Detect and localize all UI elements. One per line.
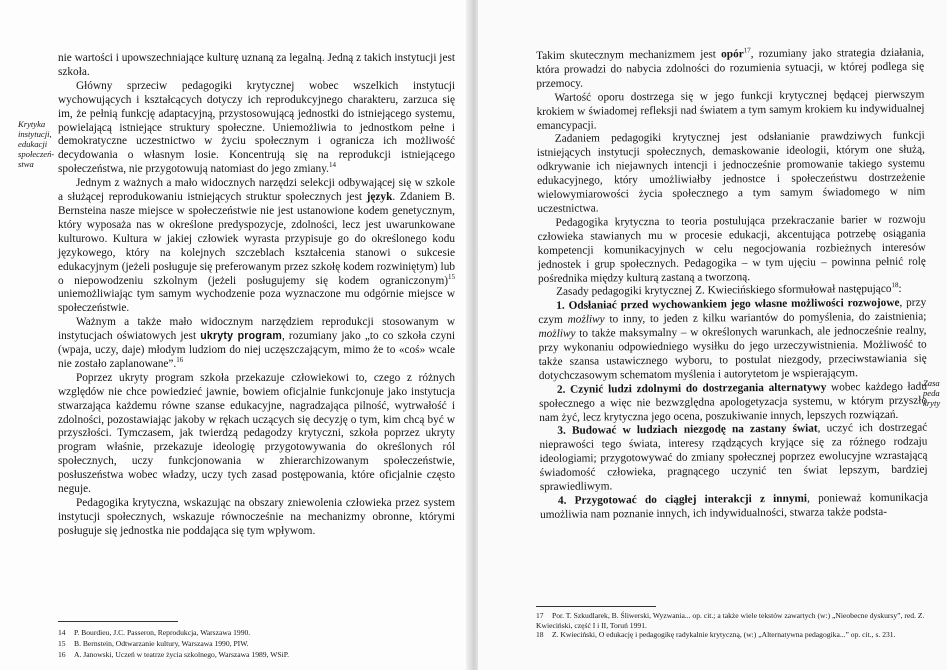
footnote-text: P. Bourdieu, J.C. Passeron, Reprodukcja, Warszawa 1990. bbox=[74, 628, 251, 637]
left-paragraph-2-text: Główny sprzeciw pedagogiki krytycznej wobec wszelkich instytucji wychowujących i kształcących dotyczy ich reprodukcyjnego charakteru, zarzuca się im, że pełnią funkcję adaptacyjną, przystosowującą jednostki do istniejącego systemu, powielającą istniejące struktury społeczne. Uniemożliwia to jednostkom pełne i demokratyczne uczestnictwo w życiu społecznym i ograniczа ich możliwość decydowania o własnym losie. Koncentrują się na reprodukcji istniejącego społeczeństwa, nie przygotowują natomiast do jego zmiany. bbox=[58, 79, 455, 176]
footnote-text: B. Bernstein, Odtwarzanie kultury, Warszawa 1990, PIW. bbox=[74, 639, 249, 649]
footnote-number: 15 bbox=[58, 639, 66, 649]
margin-note-left: Krytyka instytucji, edukacji społeczeń-stwa bbox=[18, 119, 55, 169]
footnote-17 bbox=[536, 611, 931, 630]
principle-1-title: 1. Odsłaniać przed wychowankiem jego własne możliwości rozwojowe bbox=[556, 297, 900, 313]
right-paragraph-1 bbox=[536, 47, 924, 92]
footnotes-right bbox=[536, 611, 931, 640]
left-paragraph-3-tail: uniemożliwiając tym samym wychodzenie poza wyznaczone mu odgórnie miejsce w społeczeństwie. bbox=[58, 288, 455, 315]
principle-1 bbox=[538, 297, 927, 384]
footnote-number: 17 bbox=[536, 611, 544, 620]
right-page bbox=[478, 0, 947, 670]
principle-1-b: to inny, to jeden z kilku wariantów do pomyślenia, do zaistnienia; bbox=[609, 310, 927, 326]
footnote-16 bbox=[58, 649, 458, 660]
left-paragraph-4-text: Ważnym a także mało widocznym narzędziem reprodukcji stosowanym w instytucjach oświatowych jest bbox=[58, 316, 455, 343]
right-paragraph-1-a: Takim skutecznym mechanizmem jest bbox=[536, 48, 716, 62]
principle-3-title: 3. Budować w ludziach niezgodę na zastany świat bbox=[557, 423, 818, 438]
left-paragraph-4 bbox=[58, 316, 455, 372]
principle-1-a: , przy czym bbox=[538, 296, 927, 327]
right-paragraph-4: Pedagogika krytyczna to teoria postulująca przekraczanie barier w rozwoju człowieka stawianych mu w procesie edukacji, akcentująca potrzebę osiągania kompetencji komunikacyjnych w celu negocjowania rozbieżnych interesów jednostek i grup społecznych. Pedagogika – w tym ujęciu – powinna pełnić rolę pośrednika między kulturą zastaną a tworzoną. bbox=[537, 213, 926, 285]
left-body-text bbox=[58, 52, 455, 539]
footnote-ref-16[interactable]: 16 bbox=[176, 356, 184, 365]
left-paragraph-6: Pedagogika krytyczna, wskazując na obszary zniewolenia człowieka przez system instytucji społecznych, wskazuje równocześnie na mechanizmy obronne, którymi posługuje się jednostka nie poddająca się tym wpływom. bbox=[58, 497, 455, 537]
footnote-number: 18 bbox=[536, 630, 544, 640]
left-paragraph-3 bbox=[58, 177, 455, 316]
principle-2-title: 2. Czynić ludzi zdolnymi do dostrzegania alternatywy bbox=[556, 381, 827, 396]
principle-3 bbox=[539, 422, 928, 495]
right-paragraph-5-text: Zasady pedagogiki krytycznej Z. Kwiecińskiego sformułował następująco bbox=[556, 283, 892, 299]
footnote-number: 14 bbox=[58, 628, 66, 637]
right-paragraph-2: Wartość oporu dostrzega się w jego funkcji krytycznej będącej pierwszym krokiem w świadomej refleksji nad światem a tym samym krokiem ku indywidualnej emancypacji. bbox=[536, 88, 925, 132]
footnote-divider-right bbox=[536, 606, 656, 607]
principle-2-text: wobec każdego ładu społecznego a więc nie bezwzględna apologetyzacja systemu, w którym przyszło nam żyć, lecz krytyczna jego ocena, poszukiwanie innych, lepszych rozwiązań. bbox=[539, 380, 928, 424]
right-paragraph-5-end: : bbox=[898, 283, 902, 296]
principle-1-c: to także maksymalny – w określonych warunkach, ale jednocześnie realny, przy wykonaniu odpowiedniego wysiłku do jego urzeczywistnienia. Możliwość to także szansa ustawicznego wyboru, to postulat niezgody, przeciwstawiania się dotychczasowym schematom myślenia i autorytetom je wspierającym. bbox=[538, 324, 927, 382]
term-hidden-curriculum: ukryty program bbox=[200, 330, 282, 343]
footnote-text: Por. T. Szkudlarek, B. Śliwerski, Wyzwania... op. cit.; a także wiele tekstów zawartych (w:) „Nieobecne dyskursy”, red. Z. Kwieciński, część I i II, Toruń 1991. bbox=[536, 611, 925, 630]
right-body-text bbox=[536, 47, 928, 523]
left-paragraph-5: Poprzez ukryty program szkoła przekazuje człowiekowi to, czego z różnych względów nie chce powiedzieć jawnie, bowiem oficjalnie funkcjonuje jako instytucja stwarzająca każdemu równe szanse edukacyjne, nagradzająca pilność, wytrwałość i zdolności, pozostawiając jakoby w rękach uczących się decyzję o tym, kim chcą być w przyszłości. Tymczasem, jak twierdzą pedagodzy krytyczni, szkoła poprzez ukryty program właśnie, przekazuje ideologię przygotowywania do określonych ról społecznych, uczy funkcjonowania w zhierarchizowanym społeczeństwie, posłuszeństwa wobec władzy, uczy tych zasad postępowania, które oficjalnie często neguje. bbox=[58, 371, 455, 496]
right-paragraph-3: Zadaniem pedagogiki krytycznej jest odsłanianie prawdziwych funkcji istniejących instytucji społecznych, demaskowanie ideologii, którym one służą, odkrywanie ich niejawnych intencji i jednocześnie promowanie takiego systemu edukacyjnego, który umożliwiałby jednostce i społeczeństwu dostrzeżenie wielowymiarowości życia społecznego a tym samym świadomego w nim uczestnictwa. bbox=[536, 130, 926, 215]
principle-3-text: , uczyć ich dostrzegać nieprawości tego świata, interesy rządzących kryjące się za różnego rodzaju ideologiami; przygotowywać do zmiany społecznej poprzez ewolucyjne wzrastającą świadomość człowieka, pragnącego uczynić ten świat lepszym, bardziej sprawiedliwym. bbox=[539, 422, 928, 494]
left-page bbox=[0, 0, 468, 670]
principle-1-italic-2: możliwy bbox=[538, 327, 576, 341]
footnote-14 bbox=[58, 627, 458, 638]
footnote-ref-14[interactable]: 14 bbox=[328, 161, 336, 170]
left-paragraph-1: nie wartości i upowszechniające kulturę uznaną za legalną. Jedną z takich instytucji jest szkoła. bbox=[58, 52, 455, 78]
footnotes-left bbox=[58, 627, 458, 661]
right-paragraph-1-b: , rozumiany jako strategia działania, która prowadzi do nabycia zdolności do rozumienia sytuacji, w której podlega się przemocy. bbox=[536, 46, 925, 90]
term-resistance: opór bbox=[721, 48, 744, 61]
footnote-ref-15[interactable]: 15 bbox=[448, 272, 455, 281]
footnote-ref-17[interactable]: 17 bbox=[743, 46, 751, 55]
footnote-number: 16 bbox=[58, 650, 66, 660]
footnote-18 bbox=[536, 630, 931, 640]
footnote-ref-18[interactable]: 18 bbox=[891, 281, 899, 290]
principle-4-title: 4. Przygotować do ciągłej interakcji z innymi bbox=[557, 492, 808, 507]
footnote-text: Z. Kwieciński, O edukację i pedagogikę radykalnie krytyczną, (w:) „Alternatywna pedagogika...” op. cit., s. 231. bbox=[552, 630, 896, 640]
footnote-text: A. Janowski, Uczeń w teatrze życia szkolnego, Warszawa 1989, WSiP. bbox=[74, 650, 290, 660]
principle-1-italic-1: możliwy bbox=[567, 313, 605, 326]
principle-4 bbox=[540, 492, 928, 523]
margin-note-right: Zasa peda kryty bbox=[923, 378, 941, 408]
left-paragraph-4-rest: , rozumiany jako „to co szkoła czyni (wpaja, uczy, daje) młodym ludziom do niej uczęszczającym, mimo że to «coś» wcale nie zostało zaplanowane”. bbox=[58, 330, 455, 370]
principle-4-text: , ponieważ komunikacja umożliwia nam poznanie innych, ich indywidualności, stwarza także podsta- bbox=[540, 491, 928, 521]
left-paragraph-2 bbox=[58, 80, 455, 177]
principle-2 bbox=[539, 380, 927, 425]
left-paragraph-3-rest: . Zdaniem B. Bernsteina nasze miejsce w społeczeństwie nie jest ustanowione kodem genetycznym, który wyposaża nas w określone predyspozycje, zdolności, lecz jest uwarunkowane kulturowo. Kultura w jakiej człowiek wyrasta przypisuje go do określonego kodu językowego, który na kolejnych szczeblach kształcenia stanowi o sukcesie edukacyjnym (jeżeli posługuje się preferowanym przez szkołę kodem rozwiniętym) lub o niepowodzeniu szkolnym (jeżeli posługujemy się kodem ograniczonym) bbox=[58, 191, 455, 287]
footnote-15 bbox=[58, 638, 458, 649]
term-language: język bbox=[366, 191, 393, 204]
footnote-divider-left bbox=[58, 621, 178, 622]
left-paragraph-3-text: Jednym z ważnych a mało widocznych narzędzi selekcji odbywającej się w szkole a służącej reprodukowaniu istniejących struktur społecznych jest bbox=[58, 177, 455, 204]
